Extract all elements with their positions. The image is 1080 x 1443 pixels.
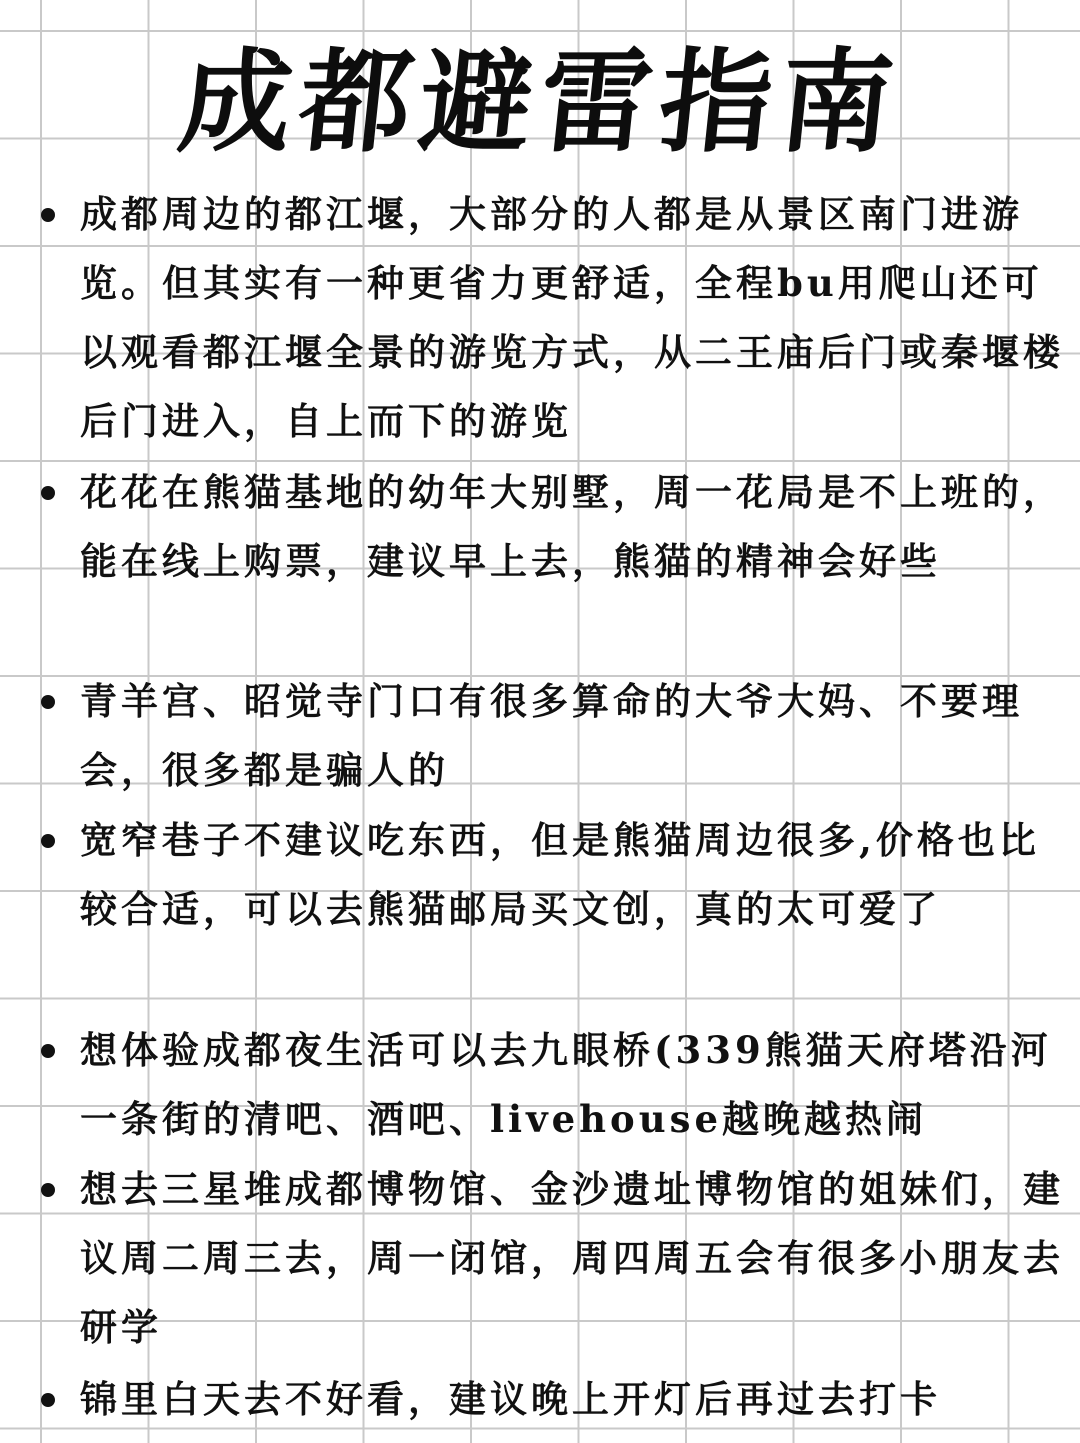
tip-text: 锦里白天去不好看，建议晚上开灯后再过去打卡 <box>80 1377 941 1421</box>
bullet-icon <box>41 208 55 222</box>
tip-item-3 <box>80 667 1070 805</box>
bullet-icon <box>41 1393 55 1407</box>
tip-item-2 <box>80 458 1070 596</box>
bullet-icon <box>41 1044 55 1058</box>
tip-text: 青羊宫、昭觉寺门口有很多算命的大爷大妈、不要理会，很多都是骗人的 <box>80 679 1023 792</box>
bullet-icon <box>41 695 55 709</box>
tip-item-4 <box>80 806 1070 944</box>
tip-text: 花花在熊猫基地的幼年大别墅，周一花局是不上班的，能在线上购票，建议早上去，熊猫的精神会好些 <box>80 470 1064 583</box>
page-title: 成都避雷指南 <box>173 37 907 168</box>
tip-text: 想去三星堆成都博物馆、金沙遗址博物馆的姐妹们，建议周二周三去，周一闭馆，周四周五会有很多小朋友去研学 <box>80 1167 1064 1349</box>
bullet-icon <box>41 486 55 500</box>
tip-text: 想体验成都夜生活可以去九眼桥(339熊猫天府塔沿河一条街的清吧、酒吧、livehouse越晚越热闹 <box>80 1028 1052 1141</box>
bullet-icon <box>41 834 55 848</box>
tip-item-1 <box>80 180 1070 456</box>
tip-text: 成都周边的都江堰，大部分的人都是从景区南门进游览。但其实有一种更省力更舒适，全程bu用爬山还可以观看都江堰全景的游览方式，从二王庙后门或秦堰楼后门进入，自上而下的游览 <box>80 192 1064 443</box>
tip-item-7 <box>80 1365 1070 1434</box>
tip-text: 宽窄巷子不建议吃东西，但是熊猫周边很多,价格也比较合适，可以去熊猫邮局买文创，真的太可爱了 <box>80 818 1040 931</box>
tip-item-6 <box>80 1155 1070 1362</box>
tip-item-5 <box>80 1016 1070 1154</box>
bullet-icon <box>41 1183 55 1197</box>
